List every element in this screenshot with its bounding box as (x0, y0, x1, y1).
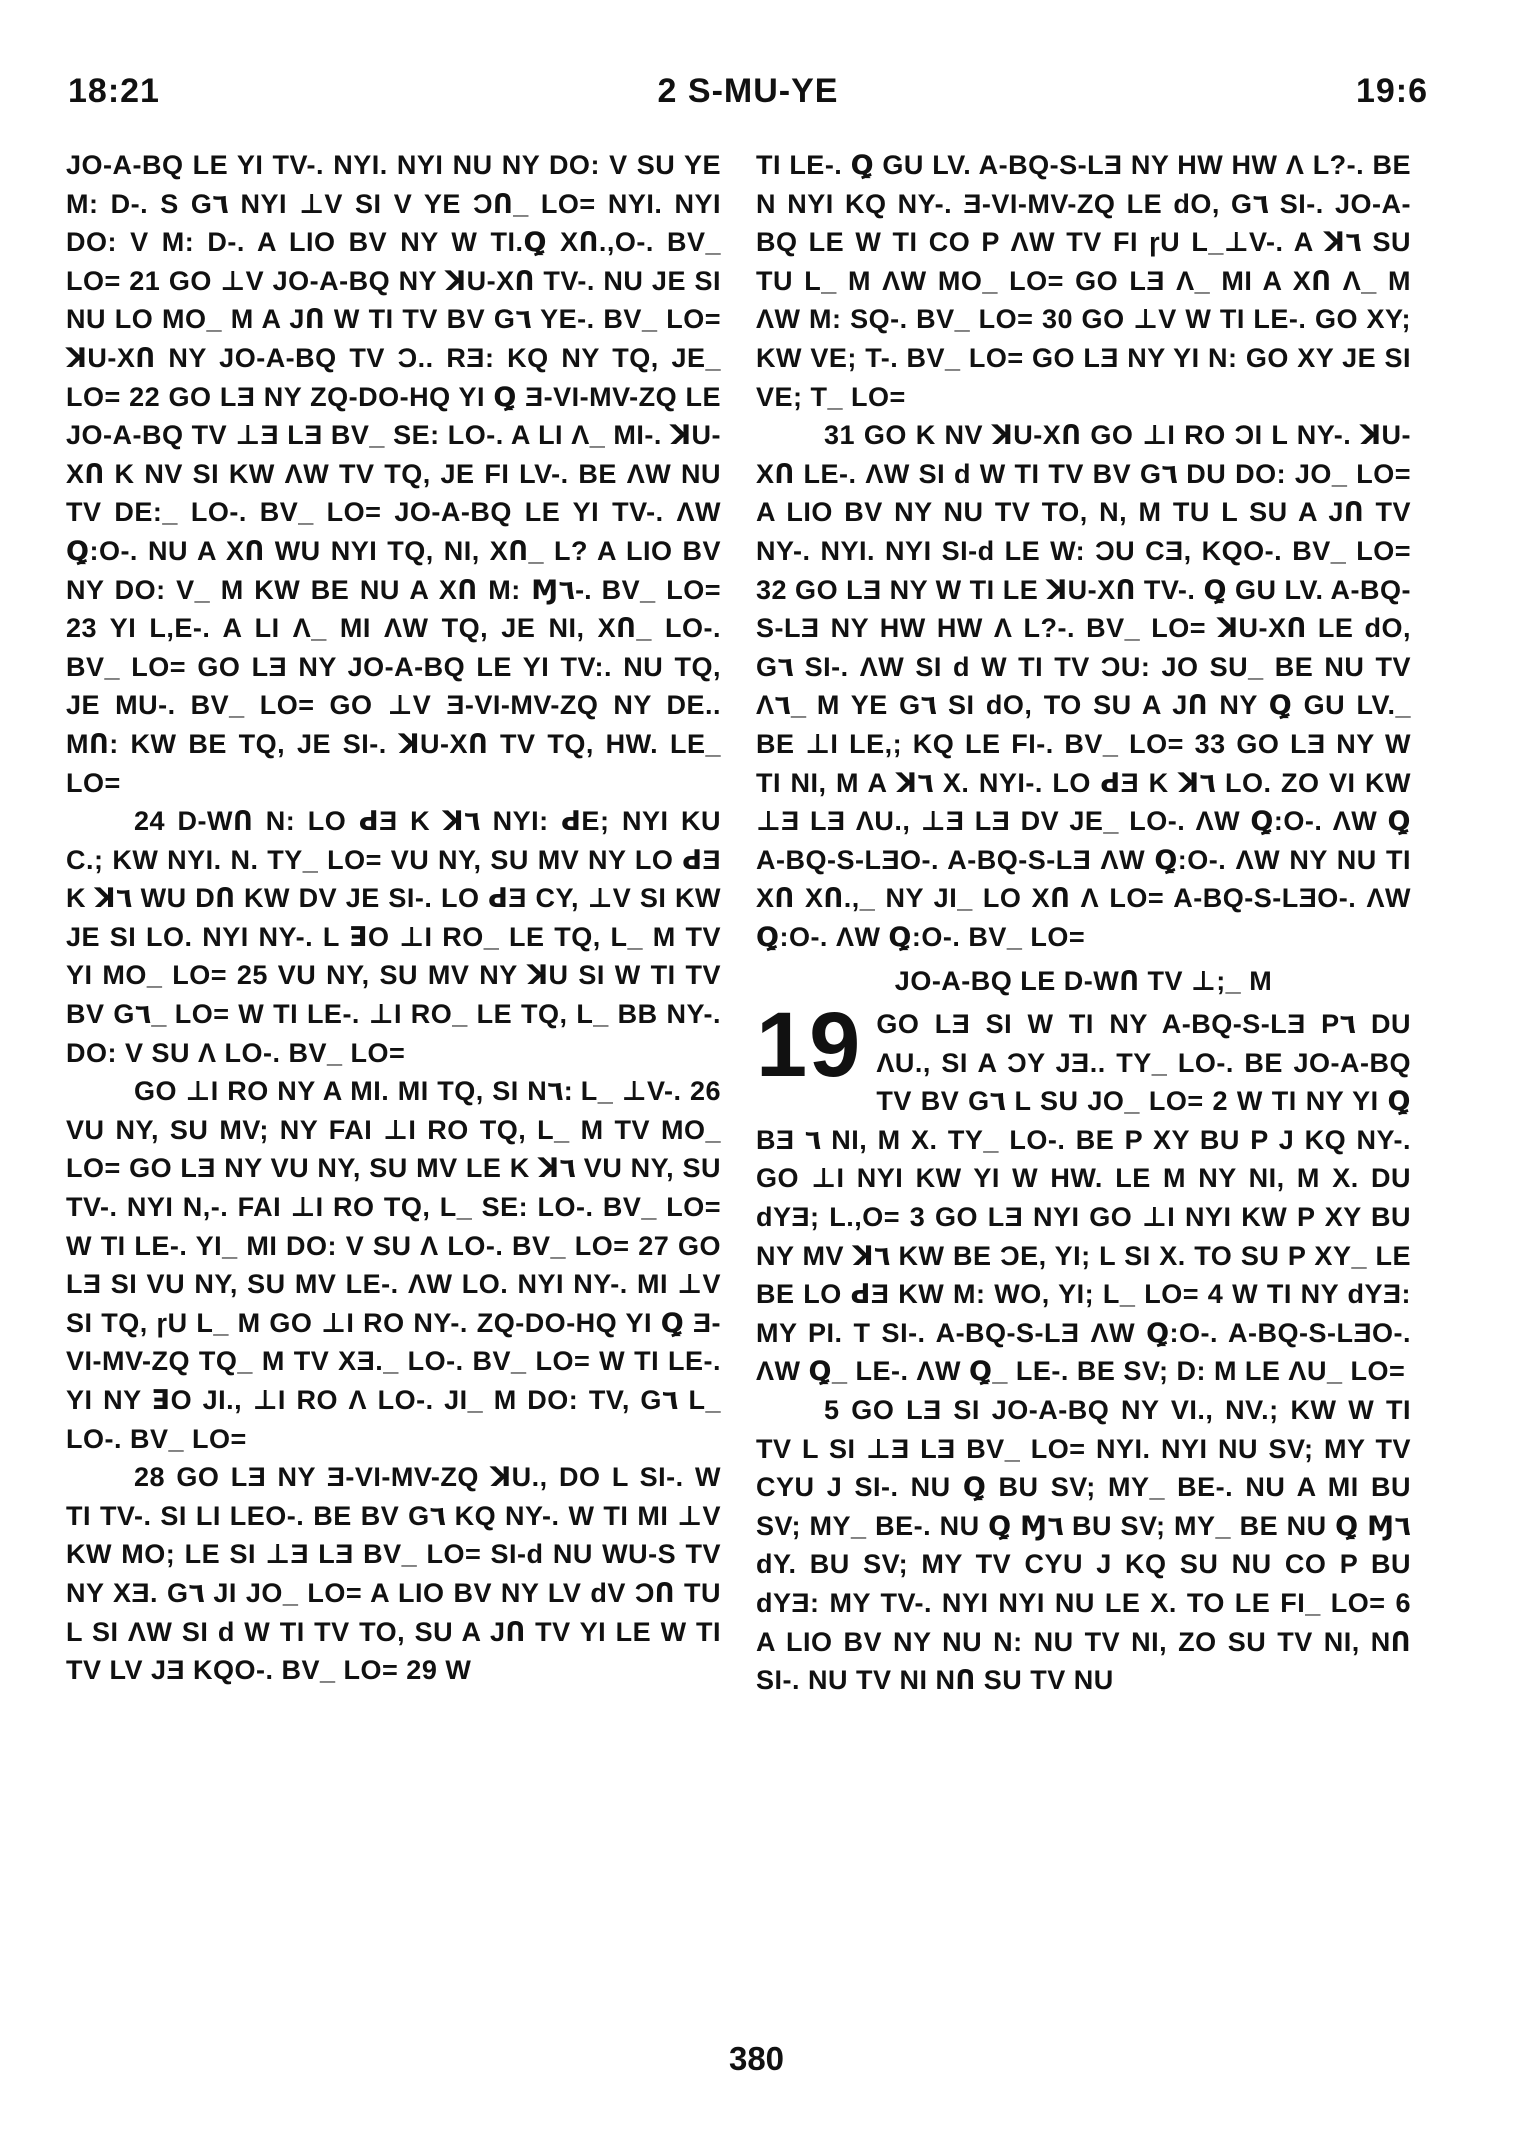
chapter-verse-start: 18:21 (68, 72, 160, 110)
right-text-column (756, 146, 1411, 1700)
chapter-opening-text: GO LƎ SI W TI NY A-BQ-S-LƎ P٦ DU ΛU., SI A ϽY JƎ.. TY_ LO-. BE JO-A-BQ TV BV G٦ L SU JO_ LO= 2 W TI NY YI Ꝗ BƎ ٦ NI, M X. TY_ LO-. BE P XY BU P J KQ NY-. GO ⊥I NYI KW YI W HW. LE M NY NI, M X. DU ԁYƎ; L.,O= 3 GO LƎ NYI GO ⊥I NYI KW P XY BU NY MV ꓘ٦ KW BE ϽE, YI; L SI X. TO SU P XY_ LE BE LO ꓒƎ KW M: WO, YI; L_ LO= 4 W TI NY ԁYƎ: MY PI. T SI-. A-BQ-S-LƎ ΛW Ꝗ:O-. A-BQ-S-LƎO-. ΛW Ꝗ_ LE-. ΛW Ꝗ_ LE-. BE SV; D: M LE ΛU_ LO= (756, 1009, 1412, 1387)
chapter-verse-end: 19:6 (1355, 72, 1428, 110)
chapter-number: 19 (756, 994, 863, 1097)
paragraph: 24 D-WՈ N: LO ꓒƎ K ꓘ٦ NYI: ꓒE; NYI KU C.; KW NYI. N. TY_ LO= VU NY, SU MV NY LO ꓒƎ K ꓘ٦ WU DՈ KW DV JE SI-. LO ꓒƎ CY, ⊥V SI KW JE SI LO. NYI NY-. L ꓱO ⊥I RO_ LE TQ, L_ M TV YI MO_ LO= 25 VU NY, SU MV NY ꓘU SI W TI TV BV G٦_ LO= W TI LE-. ⊥I RO_ LE TQ, L_ BB NY-. DO: V SU Λ LO-. BV_ LO= (66, 806, 722, 1068)
paragraph: 28 GO LƎ NY Ǝ-VI-MV-ZQ ꓘU., DO L SI-. W TI TV-. SI LI LEO-. BE BV G٦ KQ NY-. W TI MI ⊥V KW MO; LE SI ⊥Ǝ LƎ BV_ LO= SI-ԁ NU WU-S TV NY XƎ. G٦ JI JO_ LO= A LIO BV NY LV ԁV ϽՈ TU L SI ΛW SI ԁ W TI TV TO, SU A JՈ TV YI LE W TI TV LV JƎ KQO-. BV_ LO= 29 W (66, 1462, 721, 1686)
paragraph: 31 GO K NV ꓘU-XՈ GO ⊥I RO ϽI L NY-. ꓘU-XՈ LE-. ΛW SI ԁ W TI TV BV G٦ DU DO: JO_ LO= A LIO BV NY NU TV TO, N, M TU L SU A JՈ TV NY-. NYI. NYI SI-ԁ LE W: ϽU CƎ, KQO-. BV_ LO= 32 GO LƎ NY W TI LE ꓘU-XՈ TV-. Ꝗ GU LV. A-BQ-S-LƎ NY HW HW Λ L?-. BV_ LO= ꓘU-XՈ LE ԁO, G٦ SI-. ΛW SI ԁ W TI TV ϽU: JO SU_ BE NU TV Λ٦_ M YE G٦ SI ԁO, TO SU A JՈ NY Ꝗ GU LV._ BE ⊥I LE,; KQ LE FI-. BV_ LO= 33 GO LƎ NY W TI NI, M A ꓘ٦ X. NYI-. LO ꓒƎ K ꓘ٦ LO. ZO VI KW ⊥Ǝ LƎ ΛU., ⊥Ǝ LƎ DV JE_ LO-. ΛW Ꝗ:O-. ΛW Ꝗ A-BQ-S-LƎO-. A-BQ-S-LƎ ΛW Ꝗ:O-. ΛW NY NU TI XՈ XՈ.,_ NY JI_ LO XՈ Λ LO= A-BQ-S-LƎO-. ΛW Ꝗ:O-. ΛW Ꝗ:O-. BV_ LO= (756, 420, 1411, 952)
paragraph: TI LE-. Ꝗ GU LV. A-BQ-S-LƎ NY HW HW Λ L?-. BE N NYI KQ NY-. Ǝ-VI-MV-ZQ LE ԁO, G٦ SI-. JO-A-BQ LE W TI CO P ΛW TV FI ɼU L_⊥V-. A ꓘ٦ SU TU L_ M ΛW MO_ LO= GO LƎ Λ_ MI A XՈ Λ_ M ΛW M: SQ-. BV_ LO= 30 GO ⊥V W TI LE-. GO XY; KW VE; T-. BV_ LO= GO LƎ NY YI N: GO XY JE SI VE; T_ LO= (756, 150, 1411, 412)
chapter-heading: JO-A-BQ LE D-WՈ TV ⊥;_ M (894, 966, 1273, 997)
chapter-opening-paragraph (756, 994, 1412, 1391)
page-header (68, 72, 1428, 122)
paragraph: GO ⊥I RO NY A MI. MI TQ, SI N٦: L_ ⊥V-. 26 VU NY, SU MV; NY FAI ⊥I RO TQ, L_ M TV MO_ LO= GO LƎ NY VU NY, SU MV LE K ꓘ٦ VU NY, SU TV-. NYI N,-. FAI ⊥I RO TQ, L_ SE: LO-. BV_ LO= W TI LE-. YI_ MI DO: V SU Λ LO-. BV_ LO= 27 GO LƎ SI VU NY, SU MV LE-. ΛW LO. NYI NY-. MI ⊥V SI TQ, ɼU L_ M GO ⊥I RO NY-. ZQ-DO-HQ YI Ꝗ Ǝ-VI-MV-ZQ TQ_ M TV XƎ._ LO-. BV_ LO= W TI LE-. YI NY ꓱO JI., ⊥I RO Λ LO-. JI_ M DO: TV, G٦ L_ LO-. BV_ LO= (66, 1076, 722, 1454)
page-number: 380 (728, 2040, 785, 2077)
paragraph: JO-A-BQ LE YI TV-. NYI. NYI NU NY DO: V SU YE M: D-. S G٦ NYI ⊥V SI V YE ϽՈ_ LO= NYI. NYI DO: V M: D-. A LIO BV NY W TI.Ꝗ XՈ.,O-. BV_ LO= 21 GO ⊥V JO-A-BQ NY ꓘU-XՈ TV-. NU JE SI NU LO MO_ M A JՈ W TI TV BV G٦ YE-. BV_ LO= ꓘU-XՈ NY JO-A-BQ TV Ͻ.. RƎ: KQ NY TQ, JE_ LO= 22 GO LƎ NY ZQ-DO-HQ YI Ꝗ Ǝ-VI-MV-ZQ LE JO-A-BQ TV ⊥Ǝ LƎ BV_ SE: LO-. A LI Λ_ MI-. ꓘU-XՈ K NV SI KW ΛW TV TQ, JE FI LV-. BE ΛW NU TV DE:_ LO-. BV_ LO= JO-A-BQ LE YI TV-. ΛW Ꝗ:O-. NU A XՈ WU NYI TQ, NI, XՈ_ L? A LIO BV NY DO: V_ M KW BE NU A XՈ M: Ɱ٦-. BV_ LO= 23 YI L,E-. A LI Λ_ MI ΛW TQ, JE NI, XՈ_ LO-. BV_ LO= GO LƎ NY JO-A-BQ LE YI TV:. NU TQ, JE MU-. BV_ LO= GO ⊥V Ǝ-VI-MV-ZQ NY DE.. MՈ: KW BE TQ, JE SI-. ꓘU-XՈ TV TQ, HW. LE_ LO= (66, 150, 722, 798)
paragraph: 5 GO LƎ SI JO-A-BQ NY VI., NV.; KW W TI TV L SI ⊥Ǝ LƎ BV_ LO= NYI. NYI NU SV; MY TV CYU J SI-. NU Ꝗ BU SV; MY_ BE-. NU A MI BU SV; MY_ BE-. NU Ꝗ Ɱ٦ BU SV; MY_ BE NU Ꝗ Ɱ٦ ԁY. BU SV; MY TV CYU J KQ SU NU CO P BU ԁYƎ: MY TV-. NYI NYI NU LE X. TO LE FI_ LO= 6 A LIO BV NY NU N: NU TV NI, ZO SU TV NI, NՈ SI-. NU TV NI NՈ SU TV NU (756, 1395, 1411, 1696)
book-title: 2 S-MU-YE (657, 72, 839, 110)
left-text-column (66, 146, 721, 1690)
